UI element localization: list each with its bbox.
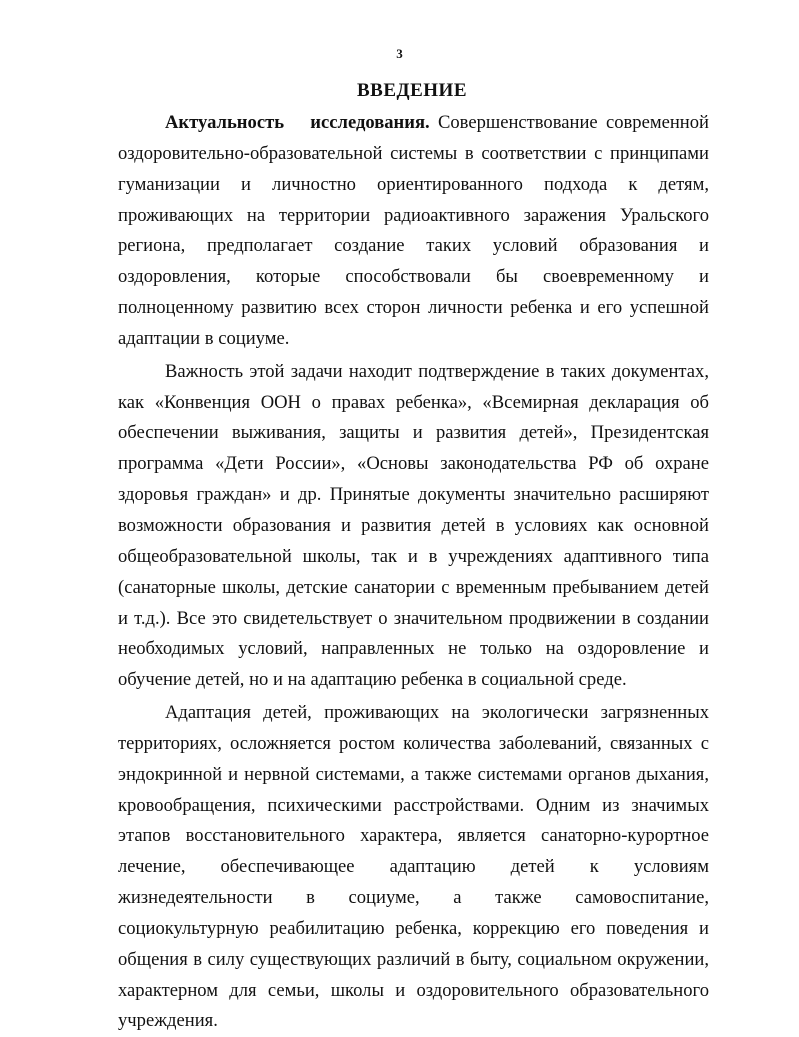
page-number: 3	[396, 46, 403, 61]
paragraph-documents: Важность этой задачи находит подтверждение в таких документах, как «Конвенция ООН о правах ребенка», «Всемирная декларация об обеспечении выживания, защиты и развития детей», Президентская программа «Дети России», «Основы законодательства РФ об охране здоровья граждан» и др. Принятые документы значительно расширяют возможности образования и развития детей в условиях как основной общеобразовательной школы, так и в учреждениях адаптивного типа (санаторные школы, детские санатории с временным пребыванием детей и т.д.). Все это свидетельствует о значительном продвижении в создании необходимых условий, направленных не только на оздоровление и обучение детей, но и на адаптацию ребенка в социальной среде.	[118, 360, 709, 691]
paragraph-lead: Актуальность исследования.	[165, 112, 430, 133]
paragraph-adaptation: Адаптация детей, проживающих на экологически загрязненных территориях, осложняется ростом количества заболеваний, связанных с эндокринной и нервной системами, а также системами органов дыхания, кровообращения, психическими расстройствами. Одним из значимых этапов восстановительного характера, является санаторно-курортное лечение, обеспечивающее адаптацию детей к условиям жизнедеятельности в социуме, а также самовоспитание, социокультурную реабилитацию ребенка, коррекцию его поведения и общения в силу существующих различий в быту, социальном окружении, характерном для семьи, школы и оздоровительного образовательного учреждения.	[118, 702, 709, 1032]
body-text	[118, 108, 709, 1037]
paragraph-text: Совершенствование современной оздоровительно-образовательной системы в соответствии с принципами гуманизации и личностно ориентированного подхода к детям, проживающих на территории радиоактивного заражения Уральского региона, предполагает создание таких условий образования и оздоровления, которые способствовали бы своевременному и полноценному развитию всех сторон личности ребенка и его успешной адаптации в социуме.	[118, 112, 709, 349]
paragraph-relevance	[118, 108, 709, 355]
page-title: ВВЕДЕНИЕ	[357, 80, 467, 101]
